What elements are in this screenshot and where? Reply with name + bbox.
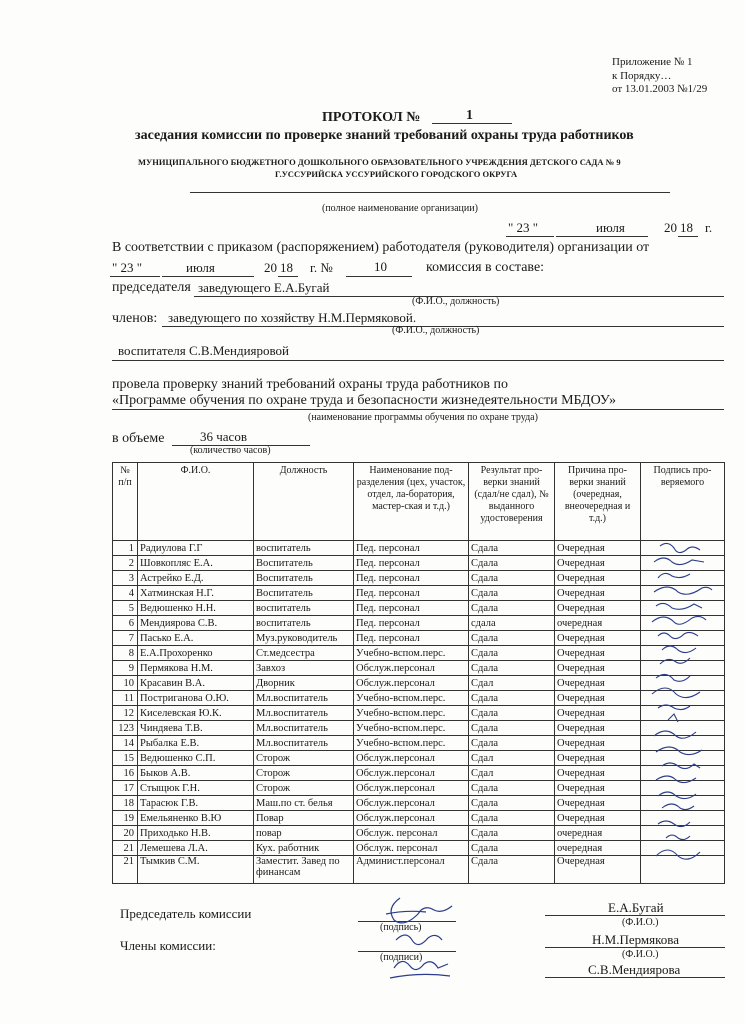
row-position: Завхоз [254,661,354,676]
row-result: Сдала [469,601,555,616]
header-position: Должность [254,463,354,541]
row-division: Учебно-вспом.перс. [354,646,469,661]
members-sign-caption: (подписи) [380,952,423,963]
org-name-line-1: МУНИЦИПАЛЬНОГО БЮДЖЕТНОГО ДОШКОЛЬНОГО ОБРАЗОВАТЕЛЬНОГО УЧРЕЖДЕНИЯ ДЕТСКОГО САДА № 9 [138,157,621,167]
member-2-underline [112,360,724,361]
row-position: воспитатель [254,616,354,631]
member-fio-caption: (Ф.И.О., должность) [392,325,480,336]
row-reason: Очередная [555,781,641,796]
date-year: 18 [680,220,693,235]
row-reason: Очередная [555,646,641,661]
order-text: В соответствии с приказом (распоряжением) работодателя (руководителя) организации от [112,240,650,255]
row-fio: Ведюшенко Н.Н. [138,601,254,616]
chair-value: заведующего Е.А.Бугай [198,280,330,295]
table-row [113,796,725,811]
row-number: 12 [113,706,138,721]
order-tail: комиссия в составе: [426,260,545,275]
row-fio: Стыщюк Г.Н. [138,781,254,796]
row-division: Пед. персонал [354,571,469,586]
row-number: 123 [113,721,138,736]
member-fio-caption-bottom: (Ф.И.О.) [622,949,659,960]
row-reason: Очередная [555,601,641,616]
member-1-name: Н.М.Пермякова [592,932,680,947]
row-result: Сдал [469,766,555,781]
table-row [113,706,725,721]
row-result: Сдал [469,751,555,766]
chair-sign-caption: (подпись) [380,922,422,933]
members-label: членов: [112,311,158,326]
table-row [113,571,725,586]
row-fio: Астрейко Е.Д. [138,571,254,586]
position-line-2: финансам [256,867,301,878]
row-fio: Радиулова Г.Г [138,541,254,556]
header-division: Наименование под-разделения (цех, участок, отдел, ла-боратория, мастер-ская и т.д.) [354,463,469,541]
row-position: Мл.воспитатель [254,691,354,706]
appendix-line-2: к Порядку… [612,70,672,82]
volume-label: в объеме [112,431,165,446]
table-row [113,601,725,616]
row-result: Сдала [469,646,555,661]
row-reason: Очередная [555,856,641,884]
table-row [113,736,725,751]
row-number: 3 [113,571,138,586]
row-reason: Очередная [555,556,641,571]
row-position: Маш.по ст. белья [254,796,354,811]
row-number: 10 [113,676,138,691]
row-result: Сдала [469,541,555,556]
row-division: Учебно-вспом.перс. [354,706,469,721]
protocol-subtitle: заседания комиссии по проверке знаний требований охраны труда работников [135,128,634,143]
row-division: Обслуж. персонал [354,826,469,841]
results-table [112,462,725,884]
date-day-underline [506,236,554,237]
header-signature: Подпись про-веряемого [641,463,725,541]
header-result: Результат про-верки знаний (сдал/не сдал), № выданного удостоверения [469,463,555,541]
table-row [113,616,725,631]
row-result: Сдала [469,556,555,571]
org-name-line-2: Г.УССУРИЙСКА УССУРИЙСКОГО ГОРОДСКОГО ОКРУГА [275,169,518,179]
table-row [113,646,725,661]
member-1-value: заведующего по хозяйству Н.М.Пермяковой. [168,310,417,325]
org-underline [190,192,670,193]
row-reason: Очередная [555,721,641,736]
chair-name-line [545,915,725,916]
order-number-label: г. № [310,260,333,275]
row-number: 18 [113,796,138,811]
row-division: Пед. персонал [354,616,469,631]
row-number: 4 [113,586,138,601]
row-fio: Красавин В.А. [138,676,254,691]
row-division: Учебно-вспом.перс. [354,691,469,706]
row-result: Сдала [469,571,555,586]
employee-signatures-image [646,540,726,870]
row-result: Сдала [469,856,555,884]
row-number: 7 [113,631,138,646]
order-day-underline [110,276,160,277]
table-row [113,556,725,571]
row-reason: Очередная [555,766,641,781]
volume-value: 36 часов [200,429,247,444]
row-division: Обслуж.персонал [354,661,469,676]
order-month-underline [162,276,254,277]
row-division: Пед. персонал [354,556,469,571]
appendix-line-1: Приложение № 1 [612,56,693,68]
row-result: Сдала [469,661,555,676]
row-number: 16 [113,766,138,781]
date-suffix: г. [705,220,713,235]
header-number: № п/п [113,463,138,541]
commission-signatures-image [370,878,470,988]
table-row [113,826,725,841]
row-fio: Постриганова О.Ю. [138,691,254,706]
row-division: Обслуж. персонал [354,841,469,856]
table-row [113,661,725,676]
row-division: Пед. персонал [354,631,469,646]
member-2-name-line [545,977,725,978]
row-result: Сдала [469,811,555,826]
row-result: Сдала [469,691,555,706]
row-position: Повар [254,811,354,826]
order-year-prefix: 20 [264,260,277,275]
row-number: 2 [113,556,138,571]
row-fio: Тымкив С.М. [138,856,254,884]
row-division: Админист.персонал [354,856,469,884]
row-result: Сдала [469,586,555,601]
row-fio: Лемешева Л.А. [138,841,254,856]
row-result: Сдала [469,826,555,841]
row-number: 21 [113,856,138,884]
row-fio: Быков А.В. [138,766,254,781]
row-reason: Очередная [555,751,641,766]
table-row [113,541,725,556]
date-year-prefix: 20 [664,220,677,235]
row-number: 19 [113,811,138,826]
row-number: 20 [113,826,138,841]
row-number: 21 [113,841,138,856]
row-position: Воспитатель [254,571,354,586]
row-division: Обслуж.персонал [354,676,469,691]
row-reason: Очередная [555,676,641,691]
table-row [113,721,725,736]
protocol-number: 1 [466,108,473,123]
row-position: воспитатель [254,541,354,556]
row-reason: Очередная [555,661,641,676]
order-year: 18 [280,260,293,275]
row-fio: Мендиярова С.В. [138,616,254,631]
row-position: повар [254,826,354,841]
row-result: сдала [469,616,555,631]
row-fio: Ведюшенко С.П. [138,751,254,766]
row-reason: очередная [555,616,641,631]
row-division: Обслуж.персонал [354,811,469,826]
member-2-name: С.В.Мендиярова [588,962,681,977]
row-division: Учебно-вспом.перс. [354,721,469,736]
row-division: Обслуж.персонал [354,751,469,766]
order-day: " 23 " [112,260,143,275]
row-position: Воспитатель [254,586,354,601]
row-fio: Емельяненко В.Ю [138,811,254,826]
row-position: Муз.руководитель [254,631,354,646]
row-position: Воспитатель [254,556,354,571]
row-fio: Пасько Е.А. [138,631,254,646]
member-2-value: воспитателя С.В.Мендияровой [118,343,290,358]
row-position: воспитатель [254,601,354,616]
row-reason: Очередная [555,586,641,601]
order-year-underline [278,276,298,277]
row-fio: Приходько Н.В. [138,826,254,841]
row-position: Дворник [254,676,354,691]
chair-label: председателя [112,280,191,295]
row-result: Сдала [469,631,555,646]
row-reason: Очередная [555,691,641,706]
chair-fio-caption: (Ф.И.О., должность) [412,296,500,307]
table-row [113,766,725,781]
table-row [113,676,725,691]
row-position: Кух. работник [254,841,354,856]
row-position: Мл.воспитатель [254,736,354,751]
row-reason: Очередная [555,736,641,751]
date-month: июля [596,220,625,235]
row-fio: Пермякова Н.М. [138,661,254,676]
row-result: Сдала [469,721,555,736]
row-number: 17 [113,781,138,796]
table-row [113,586,725,601]
program-line-1: провела проверку знаний требований охраны труда работников по [112,377,508,392]
row-fio: Рыбалка Е.В. [138,736,254,751]
protocol-number-underline [432,123,512,124]
chair-fio-caption: (Ф.И.О.) [622,917,659,928]
table-row [113,811,725,826]
row-reason: Очередная [555,631,641,646]
chair-sign-label: Председатель комиссии [120,906,252,921]
row-reason: Очередная [555,811,641,826]
table-row [113,631,725,646]
row-position: Сторож [254,751,354,766]
row-position: Сторож [254,766,354,781]
row-fio: Тарасюк Г.В. [138,796,254,811]
chair-name: Е.А.Бугай [608,900,664,915]
row-fio: Шовкопляс Е.А. [138,556,254,571]
row-number: 11 [113,691,138,706]
protocol-title: ПРОТОКОЛ № [322,110,421,125]
row-fio: Е.А.Прохоренко [138,646,254,661]
row-reason: Очередная [555,541,641,556]
row-number: 9 [113,661,138,676]
row-result: Сдала [469,781,555,796]
row-fio: Хатминская Н.Г. [138,586,254,601]
row-number: 6 [113,616,138,631]
row-reason: Очередная [555,796,641,811]
program-line-2: «Программе обучения по охране труда и безопасности жизнедеятельности МБДОУ» [112,393,616,408]
row-result: Сдала [469,736,555,751]
date-month-underline [556,236,648,237]
order-month: июля [186,260,215,275]
row-division: Обслуж.персонал [354,766,469,781]
row-result: Сдала [469,796,555,811]
program-caption: (наименование программы обучения по охране труда) [308,412,538,423]
row-reason: Очередная [555,706,641,721]
row-number: 5 [113,601,138,616]
row-division: Учебно-вспом.перс. [354,736,469,751]
table-row [113,841,725,856]
order-number-underline [346,276,412,277]
org-caption: (полное наименование организации) [322,203,478,214]
row-fio: Чиндяева Т.В. [138,721,254,736]
row-number: 8 [113,646,138,661]
row-number: 1 [113,541,138,556]
row-reason: Очередная [555,571,641,586]
row-division: Обслуж.персонал [354,796,469,811]
header-reason: Причина про-верки знаний (очередная, внеочередная и т.д.) [555,463,641,541]
row-division: Пед. персонал [354,541,469,556]
date-year-underline [678,236,698,237]
date-day: " 23 " [508,220,539,235]
order-number: 10 [374,259,387,274]
row-position [254,856,354,884]
table-row [113,781,725,796]
table-row [113,691,725,706]
table-row [113,751,725,766]
row-position: Мл.воспитатель [254,721,354,736]
volume-caption: (количество часов) [190,445,271,456]
row-division: Пед. персонал [354,586,469,601]
position-line-1: Заместит. Завед по [256,856,340,867]
row-reason: очередная [555,826,641,841]
row-position: Мл.воспитатель [254,706,354,721]
row-number: 15 [113,751,138,766]
header-fio: Ф.И.О. [138,463,254,541]
program-underline [112,409,724,410]
row-number: 14 [113,736,138,751]
member-1-name-line [545,947,725,948]
row-position: Сторож [254,781,354,796]
appendix-line-3: от 13.01.2003 №1/29 [612,83,708,95]
row-result: Сдал [469,676,555,691]
row-result: Сдала [469,706,555,721]
members-sign-label: Члены комиссии: [120,938,216,953]
row-fio: Киселевская Ю.К. [138,706,254,721]
row-division: Пед. персонал [354,601,469,616]
row-result: Сдала [469,841,555,856]
table-header-row [113,463,725,541]
row-position: Ст.медсестра [254,646,354,661]
row-reason: очередная [555,841,641,856]
row-division: Обслуж.персонал [354,781,469,796]
